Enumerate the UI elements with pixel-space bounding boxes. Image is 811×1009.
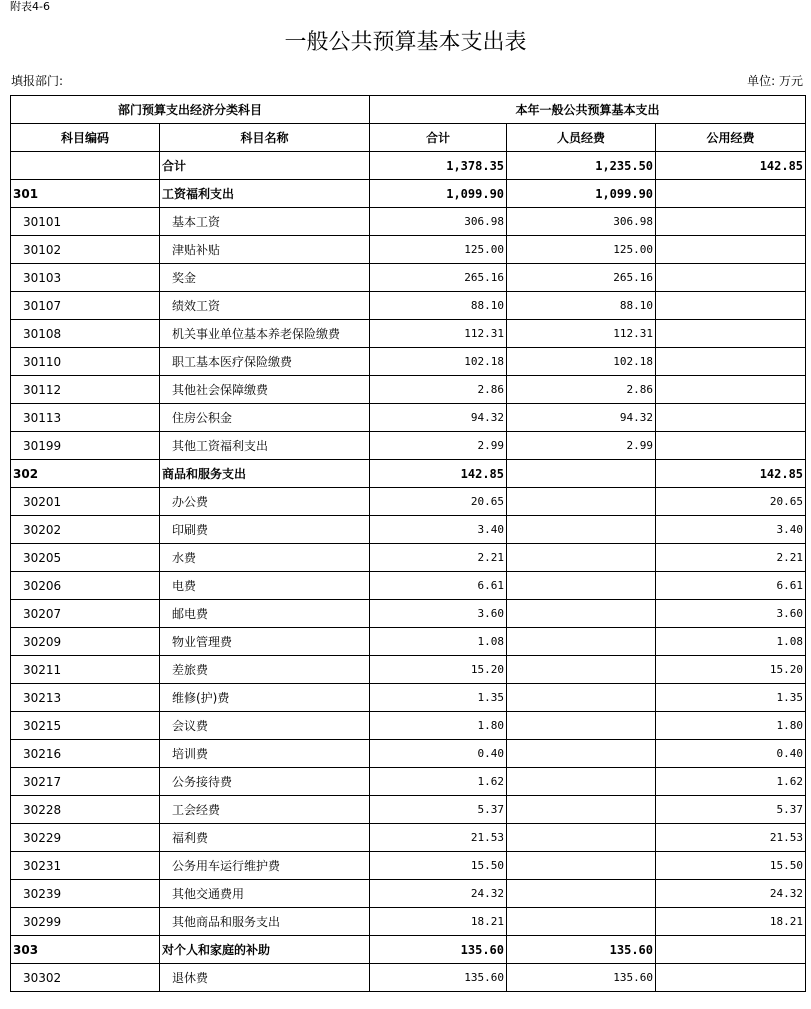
table-row: [11, 320, 806, 348]
name-cell: 奖金: [160, 264, 370, 292]
unit-text: 单位: 万元: [747, 74, 803, 88]
total-total: 1,378.35: [370, 152, 507, 180]
code-cell: 30107: [11, 292, 160, 320]
public-cell: [656, 348, 806, 376]
name-cell: 住房公积金: [160, 404, 370, 432]
total-cell: 0.40: [370, 740, 507, 768]
table-row: [11, 432, 806, 460]
public-cell: [656, 180, 806, 208]
code-cell: 30299: [11, 908, 160, 936]
personnel-cell: [507, 796, 656, 824]
total-name: 合计: [160, 152, 370, 180]
total-public: 142.85: [656, 152, 806, 180]
total-cell: 2.86: [370, 376, 507, 404]
personnel-cell: [507, 516, 656, 544]
total-cell: 1.08: [370, 628, 507, 656]
code-cell: 30103: [11, 264, 160, 292]
name-cell: 邮电费: [160, 600, 370, 628]
public-cell: 24.32: [656, 880, 806, 908]
public-cell: [656, 264, 806, 292]
total-cell: 1.62: [370, 768, 507, 796]
code-cell: 30302: [11, 964, 160, 992]
header-row-groups: [11, 96, 806, 124]
header-personnel: 人员经费: [507, 124, 656, 152]
table-row: [11, 796, 806, 824]
code-cell: 30206: [11, 572, 160, 600]
table-row: [11, 488, 806, 516]
page-title: 一般公共预算基本支出表: [284, 30, 527, 55]
total-cell: 2.21: [370, 544, 507, 572]
personnel-cell: 135.60: [507, 936, 656, 964]
personnel-cell: [507, 684, 656, 712]
table-row: [11, 572, 806, 600]
personnel-cell: [507, 768, 656, 796]
table-row: [11, 712, 806, 740]
name-cell: 电费: [160, 572, 370, 600]
personnel-cell: [507, 544, 656, 572]
code-cell: 30101: [11, 208, 160, 236]
code-cell: 30199: [11, 432, 160, 460]
total-cell: 24.32: [370, 880, 507, 908]
name-cell: 物业管理费: [160, 628, 370, 656]
personnel-cell: [507, 572, 656, 600]
name-cell: 会议费: [160, 712, 370, 740]
public-cell: [656, 432, 806, 460]
personnel-cell: 94.32: [507, 404, 656, 432]
code-cell: 302: [11, 460, 160, 488]
personnel-cell: [507, 852, 656, 880]
table-group-row: [11, 460, 806, 488]
total-cell: 142.85: [370, 460, 507, 488]
total-cell: 20.65: [370, 488, 507, 516]
code-cell: 30202: [11, 516, 160, 544]
total-cell: 1,099.90: [370, 180, 507, 208]
personnel-cell: 265.16: [507, 264, 656, 292]
table-row: [11, 908, 806, 936]
total-cell: 18.21: [370, 908, 507, 936]
code-cell: 30201: [11, 488, 160, 516]
table-row: [11, 880, 806, 908]
name-cell: 维修(护)费: [160, 684, 370, 712]
public-cell: [656, 208, 806, 236]
name-cell: 津贴补贴: [160, 236, 370, 264]
header-left-group: 部门预算支出经济分类科目: [11, 96, 370, 124]
personnel-cell: 2.86: [507, 376, 656, 404]
table-row: [11, 208, 806, 236]
table-row: [11, 516, 806, 544]
personnel-cell: [507, 600, 656, 628]
table-group-row: [11, 936, 806, 964]
public-cell: 142.85: [656, 460, 806, 488]
header-total: 合计: [370, 124, 507, 152]
personnel-cell: [507, 712, 656, 740]
public-cell: 1.80: [656, 712, 806, 740]
name-cell: 工会经费: [160, 796, 370, 824]
personnel-cell: [507, 824, 656, 852]
public-cell: 1.35: [656, 684, 806, 712]
total-personnel: 1,235.50: [507, 152, 656, 180]
code-cell: 30228: [11, 796, 160, 824]
code-cell: 30112: [11, 376, 160, 404]
public-cell: 5.37: [656, 796, 806, 824]
header-row-columns: [11, 124, 806, 152]
total-cell: 135.60: [370, 936, 507, 964]
public-cell: 3.40: [656, 516, 806, 544]
table-row: [11, 348, 806, 376]
name-cell: 机关事业单位基本养老保险缴费: [160, 320, 370, 348]
table-row: [11, 404, 806, 432]
name-cell: 其他社会保障缴费: [160, 376, 370, 404]
total-cell: 94.32: [370, 404, 507, 432]
header-public: 公用经费: [656, 124, 806, 152]
personnel-cell: [507, 880, 656, 908]
header-right-group: 本年一般公共预算基本支出: [370, 96, 806, 124]
personnel-cell: [507, 656, 656, 684]
header-name: 科目名称: [160, 124, 370, 152]
name-cell: 公务用车运行维护费: [160, 852, 370, 880]
total-cell: 88.10: [370, 292, 507, 320]
personnel-cell: [507, 908, 656, 936]
code-cell: 30211: [11, 656, 160, 684]
code-cell: 303: [11, 936, 160, 964]
total-cell: 15.20: [370, 656, 507, 684]
table-row: [11, 544, 806, 572]
public-cell: 15.20: [656, 656, 806, 684]
public-cell: 3.60: [656, 600, 806, 628]
total-cell: 21.53: [370, 824, 507, 852]
personnel-cell: 112.31: [507, 320, 656, 348]
personnel-cell: [507, 740, 656, 768]
code-cell: 30229: [11, 824, 160, 852]
public-cell: 1.08: [656, 628, 806, 656]
table-row: [11, 684, 806, 712]
total-cell: 125.00: [370, 236, 507, 264]
public-cell: [656, 292, 806, 320]
total-cell: 5.37: [370, 796, 507, 824]
code-cell: 30216: [11, 740, 160, 768]
name-cell: 福利费: [160, 824, 370, 852]
name-cell: 公务接待费: [160, 768, 370, 796]
total-cell: 3.60: [370, 600, 507, 628]
personnel-cell: [507, 628, 656, 656]
total-cell: 1.80: [370, 712, 507, 740]
personnel-cell: [507, 488, 656, 516]
table-row: [11, 964, 806, 992]
personnel-cell: 1,099.90: [507, 180, 656, 208]
personnel-cell: 88.10: [507, 292, 656, 320]
code-cell: 30209: [11, 628, 160, 656]
code-cell: 30215: [11, 712, 160, 740]
table-row: [11, 852, 806, 880]
public-cell: [656, 936, 806, 964]
code-cell: 30231: [11, 852, 160, 880]
name-cell: 其他工资福利支出: [160, 432, 370, 460]
table-row: [11, 292, 806, 320]
personnel-cell: 102.18: [507, 348, 656, 376]
personnel-cell: 306.98: [507, 208, 656, 236]
personnel-cell: 2.99: [507, 432, 656, 460]
personnel-cell: 125.00: [507, 236, 656, 264]
code-cell: 30213: [11, 684, 160, 712]
name-cell: 其他商品和服务支出: [160, 908, 370, 936]
code-cell: 30217: [11, 768, 160, 796]
name-cell: 工资福利支出: [160, 180, 370, 208]
table-body: [11, 152, 806, 992]
total-cell: 306.98: [370, 208, 507, 236]
total-cell: 1.35: [370, 684, 507, 712]
public-cell: 15.50: [656, 852, 806, 880]
code-cell: 301: [11, 180, 160, 208]
total-cell: 102.18: [370, 348, 507, 376]
total-cell: 265.16: [370, 264, 507, 292]
public-cell: 0.40: [656, 740, 806, 768]
code-cell: 30110: [11, 348, 160, 376]
total-code: [11, 152, 160, 180]
public-cell: [656, 376, 806, 404]
table-group-row: [11, 180, 806, 208]
name-cell: 水费: [160, 544, 370, 572]
table-row: [11, 600, 806, 628]
name-cell: 绩效工资: [160, 292, 370, 320]
total-cell: 2.99: [370, 432, 507, 460]
table-row: [11, 740, 806, 768]
name-cell: 办公费: [160, 488, 370, 516]
code-cell: 30205: [11, 544, 160, 572]
table-row: [11, 768, 806, 796]
total-cell: 135.60: [370, 964, 507, 992]
reporting-unit-label: 填报部门:: [11, 74, 64, 88]
public-cell: [656, 964, 806, 992]
appendix-label: 附表4-6: [10, 0, 50, 13]
name-cell: 差旅费: [160, 656, 370, 684]
table-row: [11, 824, 806, 852]
name-cell: 其他交通费用: [160, 880, 370, 908]
code-cell: 30239: [11, 880, 160, 908]
name-cell: 职工基本医疗保险缴费: [160, 348, 370, 376]
code-cell: 30207: [11, 600, 160, 628]
name-cell: 商品和服务支出: [160, 460, 370, 488]
table-row: [11, 656, 806, 684]
name-cell: 印刷费: [160, 516, 370, 544]
public-cell: [656, 404, 806, 432]
name-cell: 对个人和家庭的补助: [160, 936, 370, 964]
public-cell: [656, 236, 806, 264]
name-cell: 基本工资: [160, 208, 370, 236]
table-row: [11, 264, 806, 292]
table-row: [11, 376, 806, 404]
code-cell: 30113: [11, 404, 160, 432]
public-cell: 21.53: [656, 824, 806, 852]
name-cell: 退休费: [160, 964, 370, 992]
table-row: [11, 236, 806, 264]
public-cell: 20.65: [656, 488, 806, 516]
public-cell: 1.62: [656, 768, 806, 796]
total-cell: 3.40: [370, 516, 507, 544]
code-cell: 30108: [11, 320, 160, 348]
public-cell: 6.61: [656, 572, 806, 600]
personnel-cell: 135.60: [507, 964, 656, 992]
header-code: 科目编码: [11, 124, 160, 152]
total-cell: 112.31: [370, 320, 507, 348]
public-cell: [656, 320, 806, 348]
total-row: [11, 152, 806, 180]
name-cell: 培训费: [160, 740, 370, 768]
total-cell: 6.61: [370, 572, 507, 600]
code-cell: 30102: [11, 236, 160, 264]
personnel-cell: [507, 460, 656, 488]
public-cell: 18.21: [656, 908, 806, 936]
table-row: [11, 628, 806, 656]
public-cell: 2.21: [656, 544, 806, 572]
total-cell: 15.50: [370, 852, 507, 880]
budget-table: [10, 95, 806, 992]
